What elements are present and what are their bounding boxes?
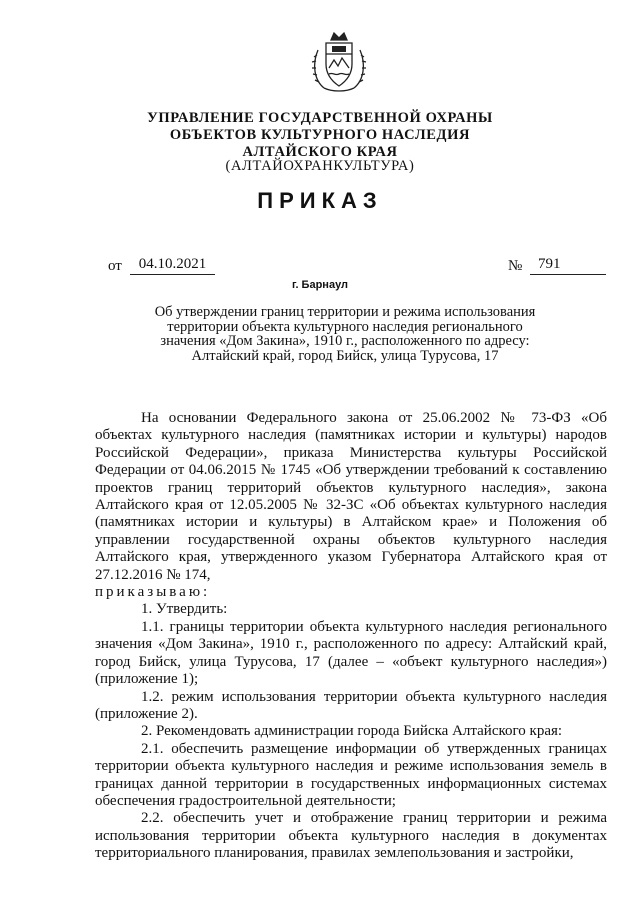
subject-line-2: территории объекта культурного наследия регионального (167, 318, 523, 335)
item-1-1: 1.1. границы территории объекта культурного наследия регионального значения «Дом Закина», 1910 г., расположенного по адресу: Алтайский край, город Бийск, улица Турусова, 17 (далее – «объект культурного наследия») (приложение 1); (95, 618, 607, 688)
date-label: от (108, 258, 122, 274)
item-2: 2. Рекомендовать администрации города Бийска Алтайского края: (141, 723, 563, 740)
issue-city: г. Барнаул (291, 279, 349, 291)
number-label: № (508, 258, 523, 274)
order-word: приказываю: (95, 584, 211, 601)
item-2-2: 2.2. обеспечить учет и отображение границ территории и режима использования территории объекта культурного наследия в документах территориального планирования, правилах землепользования и застройки, (95, 810, 607, 862)
subject-line-1: Об утверждении границ территории и режима использования (154, 304, 536, 320)
document-date: 04.10.2021 (130, 256, 215, 275)
org-name-line-3: АЛТАЙСКОГО КРАЯ (242, 144, 398, 160)
subject-line-3: значения «Дом Закина», 1910 г., расположенного по адресу: (160, 333, 530, 350)
document-subject (130, 305, 560, 363)
org-short-name: (АЛТАЙОХРАНКУЛЬТУРА) (225, 158, 415, 174)
preamble-paragraph: На основании Федерального закона от 25.06.2002 № 73-ФЗ «Об объектах культурного наследия (памятниках истории и культуры) народов Российской Федерации», приказа Министерства культуры Российской Федерации от 04.06.2015 № 1745 «Об утверждении требований к составлению проектов границ территорий объектов культурного наследия», закона Алтайского края от 12.05.2005 № 32-ЗС «Об объектах культурного наследия (памятниках истории и культуры) в Алтайском крае» и Положения об управлении государственной охраны объектов культурного наследия Алтайского края, утвержденного указом Губернатора Алтайского края от 27.12.2016 № 174, (95, 410, 607, 583)
org-name-line-1: УПРАВЛЕНИЕ ГОСУДАРСТВЕННОЙ ОХРАНЫ (147, 110, 493, 126)
subject-line-4: Алтайский край, город Бийск, улица Турусова, 17 (191, 347, 499, 364)
item-1-2: 1.2. режим использования территории объекта культурного наследия (приложение 2). (95, 688, 607, 722)
document-number: 791 (530, 256, 606, 275)
document-body (95, 410, 607, 863)
item-2-1: 2.1. обеспечить размещение информации об утвержденных границах территории объекта культурного наследия и режиме использования земель в границах данной территории в государственных информационных системах обеспечения градостроительной деятельности; (95, 740, 607, 809)
document-title: ПРИКАЗ (257, 188, 383, 213)
org-name-line-2: ОБЪЕКТОВ КУЛЬТУРНОГО НАСЛЕДИЯ (169, 127, 471, 143)
coat-of-arms-icon (310, 30, 368, 94)
item-1: 1. Утвердить: (141, 601, 228, 618)
